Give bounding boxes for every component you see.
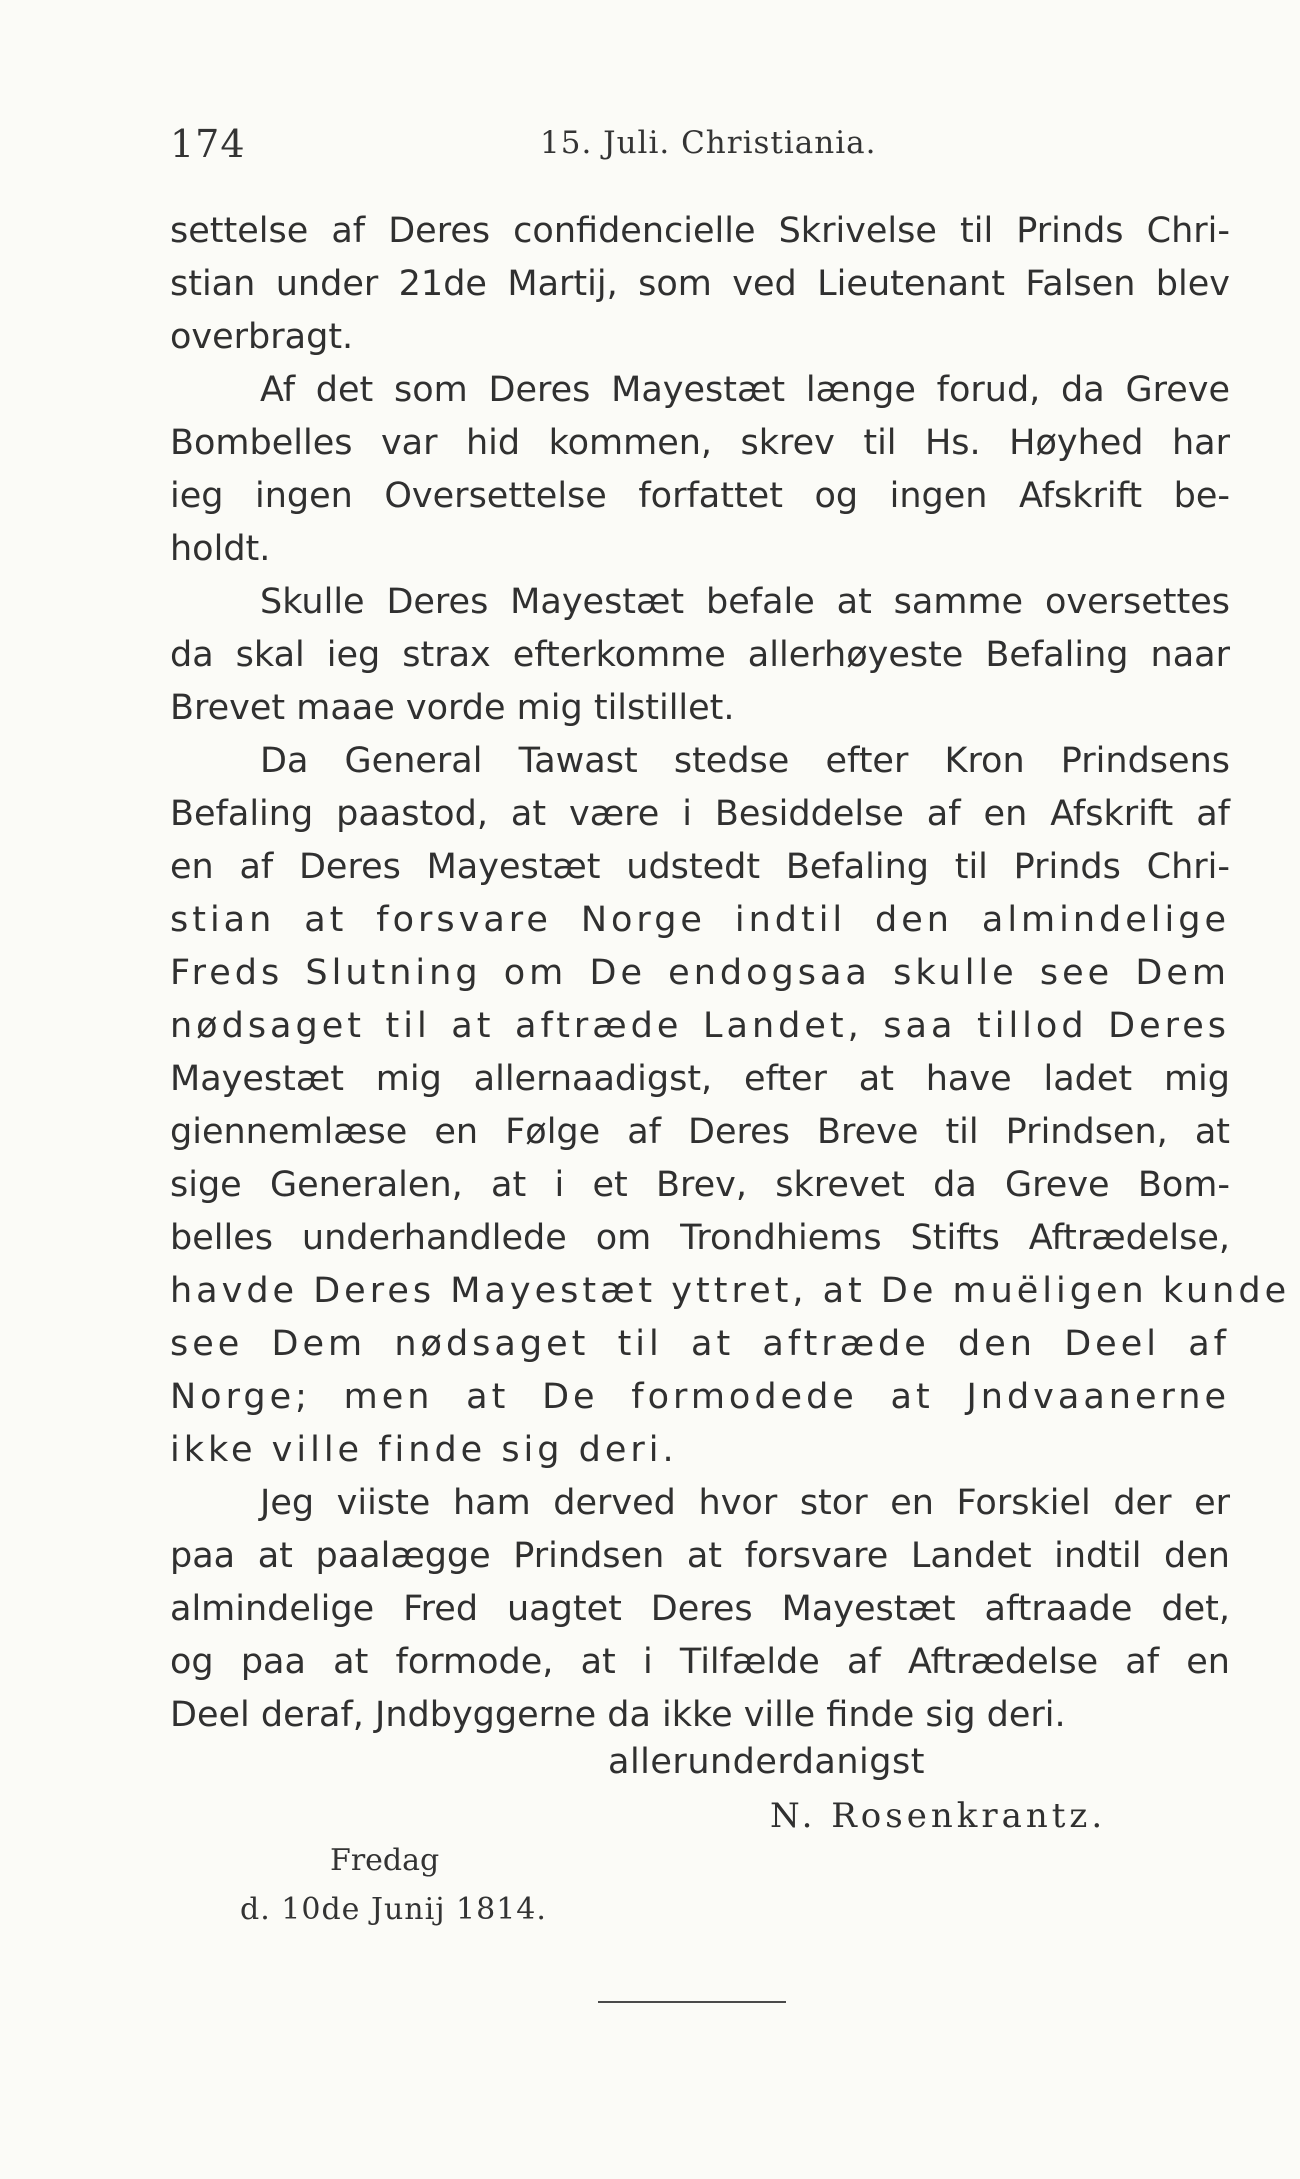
- text-line: havde Deres Mayestæt yttret, at De muëligen kunde: [170, 1271, 1291, 1311]
- closing-salutation: allerunderdanigst: [608, 1742, 925, 1782]
- text-line: see Dem nødsaget til at aftræde den Deel af: [170, 1324, 1230, 1364]
- signature: N. Rosenkrantz.: [770, 1796, 1107, 1836]
- text-line: almindelige Fred uagtet Deres Mayestæt aftraade det,: [170, 1589, 1230, 1629]
- text-line: giennemlæse en Følge af Deres Breve til Prindsen, at: [170, 1112, 1230, 1152]
- text-line: overbragt.: [170, 317, 354, 357]
- text-line: Bombelles var hid kommen, skrev til Hs. Høyhed har: [170, 423, 1230, 463]
- text-line: da skal ieg strax efterkomme allerhøyeste Befaling naar: [170, 635, 1230, 675]
- text-line: og paa at formode, at i Tilfælde af Aftrædelse af en: [170, 1642, 1230, 1682]
- dateline-day: Fredag: [330, 1843, 440, 1878]
- paragraph-start-line: Jeg viiste ham derved hvor stor en Forskiel der er: [260, 1483, 1230, 1523]
- text-line: ikke ville finde sig deri.: [170, 1430, 678, 1470]
- text-line: belles underhandlede om Trondhiems Stifts Aftrædelse,: [170, 1218, 1230, 1258]
- text-line: Mayestæt mig allernaadigst, efter at have ladet mig: [170, 1059, 1230, 1099]
- text-line: ieg ingen Oversettelse forfattet og ingen Afskrift be-: [170, 476, 1230, 516]
- text-line: paa at paalægge Prindsen at forsvare Landet indtil den: [170, 1536, 1230, 1576]
- text-line: Befaling paastod, at være i Besiddelse af en Afskrift af: [170, 794, 1230, 834]
- page-number: 174: [170, 122, 246, 166]
- letter-body: [170, 205, 1291, 1742]
- paragraph-start-line: Da General Tawast stedse efter Kron Prindsens: [260, 741, 1230, 781]
- text-line: en af Deres Mayestæt udstedt Befaling til Prinds Chri-: [170, 847, 1230, 887]
- text-line: holdt.: [170, 529, 271, 569]
- dateline-date: d. 10de Junij 1814.: [240, 1892, 547, 1927]
- running-head: 15. Juli. Christiania.: [540, 125, 877, 161]
- end-divider: [598, 2001, 786, 2003]
- text-line: Brevet maae vorde mig tilstillet.: [170, 688, 735, 728]
- text-line: Norge; men at De formodede at Jndvaanerne: [170, 1377, 1230, 1417]
- text-line: Deel deraf, Jndbyggerne da ikke ville finde sig deri.: [170, 1695, 1066, 1735]
- paragraph-start-line: Skulle Deres Mayestæt befale at samme oversettes: [260, 582, 1230, 622]
- text-line: Freds Slutning om De endogsaa skulle see Dem: [170, 953, 1230, 993]
- text-line: nødsaget til at aftræde Landet, saa tillod Deres: [170, 1006, 1230, 1046]
- text-line: stian at forsvare Norge indtil den almindelige: [170, 900, 1230, 940]
- paragraph-start-line: Af det som Deres Mayestæt længe forud, da Greve: [260, 370, 1230, 410]
- text-line: settelse af Deres confidencielle Skrivelse til Prinds Chri-: [170, 211, 1230, 251]
- text-line: stian under 21de Martij, som ved Lieutenant Falsen blev: [170, 264, 1230, 304]
- text-line: sige Generalen, at i et Brev, skrevet da Greve Bom-: [170, 1165, 1230, 1205]
